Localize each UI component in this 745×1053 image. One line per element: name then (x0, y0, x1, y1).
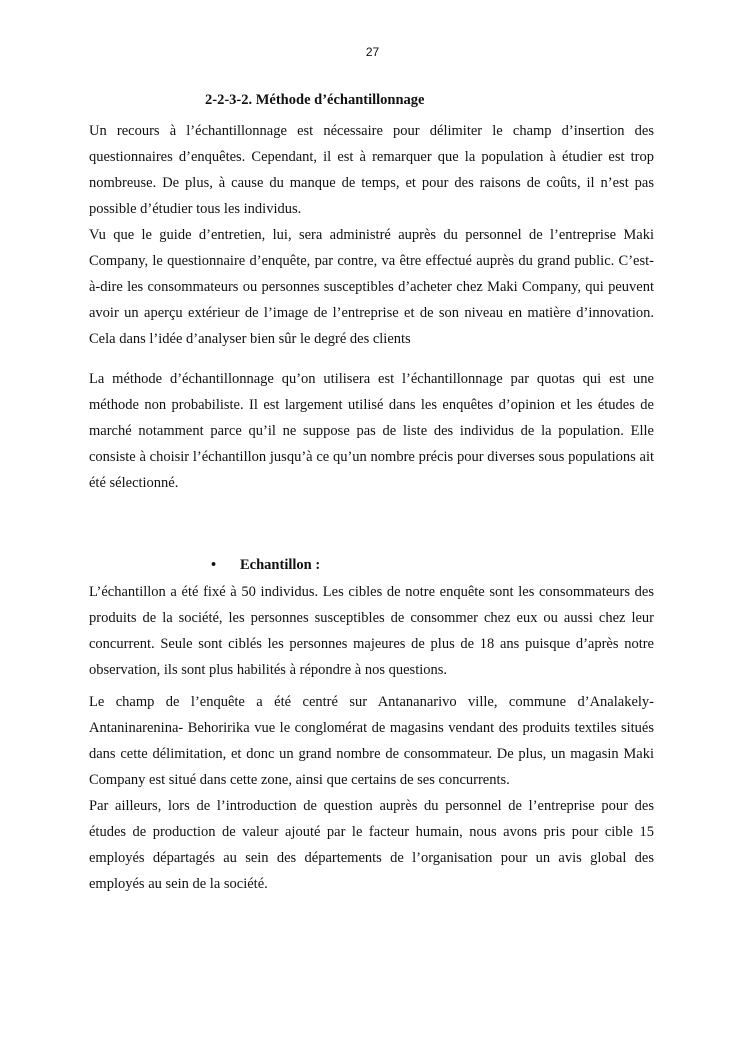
sample-size-block (89, 579, 654, 683)
paragraph-sampling-need: Un recours à l’échantillonnage est nécessaire pour délimiter le champ d’insertion des questionnaires d’enquêtes. Cependant, il est à remarquer que la population à étudier est trop nombreuse. De plus, à cause du manque de temps, et pour des raisons de coûts, il n’est pas possible d’étudier tous les individus. (89, 123, 654, 217)
paragraph-sample-size: L’échantillon a été fixé à 50 individus. Les cibles de notre enquête sont les consommateurs des produits de la société, les personnes susceptibles de consommer chez eux ou aussi chez leur concurrent. Seule sont ciblés les personnes majeures de plus de 18 ans puisque d’après notre observation, ils sont plus habilités à répondre à nos questions. (89, 584, 654, 678)
section-heading: 2-2-3-2. Méthode d’échantillonnage (205, 92, 425, 108)
sampling-method-block (89, 366, 654, 496)
page-number: 27 (365, 45, 380, 59)
survey-field-block (89, 689, 654, 897)
paragraph-survey-field: Le champ de l’enquête a été centré sur Antananarivo ville, commune d’Analakely-Antaninarenina- Behoririka vue le conglomérat de magasins vendant des produits textiles situés dans cette délimitation, et donc un grand nombre de consommateur. De plus, un magasin Maki Company est situé dans cette zone, ainsi que certains de ses concurrents. (89, 694, 654, 788)
bullet-icon: • (211, 557, 217, 573)
sampling-intro-block (89, 118, 654, 352)
echantillon-heading (211, 555, 320, 575)
paragraph-quota-method: La méthode d’échantillonnage qu’on utilisera est l’échantillonnage par quotas qui est une méthode non probabiliste. Il est largement utilisé dans les enquêtes d’opinion et les études de marché notamment parce qu’il ne suppose pas de liste des individus de la population. Elle consiste à choisir l’échantillon jusqu’à ce qu’un nombre précis pour diverses sous populations ait été sélectionné. (89, 371, 654, 491)
paragraph-interview-guide: Vu que le guide d’entretien, lui, sera administré auprès du personnel de l’entreprise Maki Company, le questionnaire d’enquête, par contre, va être effectué auprès du grand public. C’est-à-dire les consommateurs ou personnes susceptibles d’acheter chez Maki Company, qui peuvent avoir un aperçu extérieur de l’image de l’entreprise et de son niveau en matière d’innovation. Cela dans l’idée d’analyser bien sûr le degré des clients (89, 227, 654, 347)
echantillon-heading-text: Echantillon : (240, 557, 321, 573)
paragraph-staff-target: Par ailleurs, lors de l’introduction de question auprès du personnel de l’entreprise pour des études de production de valeur ajouté par le facteur humain, nous avons pris pour cible 15 employés départagés au sein des départements de l’organisation pour un avis global des employés au sein de la société. (89, 798, 654, 892)
